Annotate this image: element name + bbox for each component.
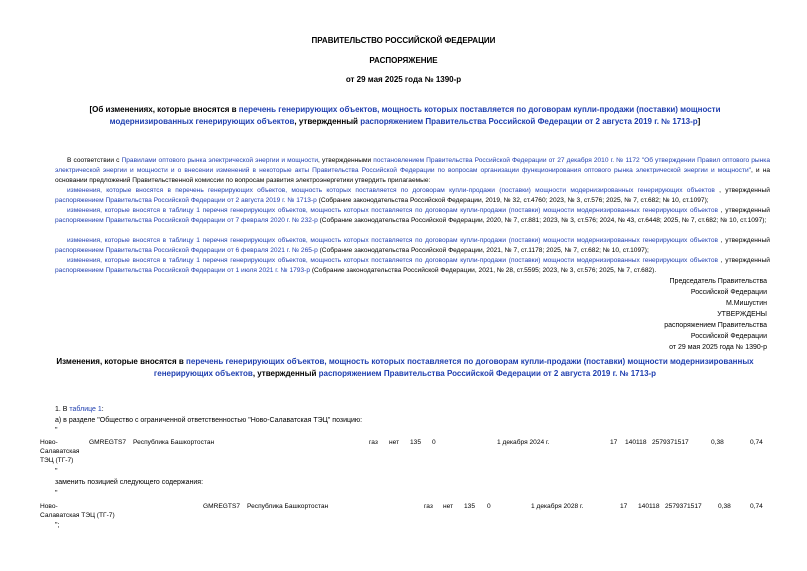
item-1-link-order[interactable]: распоряжением Правительства Российской Федерации от 2 августа 2019 г. № 1713-р (55, 196, 317, 204)
header-doc-type: РАСПОРЯЖЕНИЕ (369, 56, 438, 65)
item-3-link-changes[interactable]: изменения, которые вносятся в таблицу 1 перечня генерирующих объектов, мощность которых поставляется по договорам купли-продажи (поставки) мощности модернизированных генерирующих объектов (67, 237, 719, 244)
old-flag: нет (389, 439, 400, 446)
title-close: ] (697, 117, 701, 126)
old-date: 1 декабря 2024 г. (497, 439, 550, 446)
item-3-source: (Собрание законодательства Российской Федерации, 2021, № 7, ст.1178; 2025, № 7, ст.682; № 10, ст.1097); (317, 246, 649, 254)
old-name-line-3: ТЭЦ (ТГ-7) (40, 457, 74, 464)
signature-block (670, 276, 767, 309)
section-title-text-1: Изменения, которые вносятся в (56, 357, 187, 366)
item-4-link-changes[interactable]: изменения, которые вносятся в таблицу 1 перечня генерирующих объектов, мощность которых поставляется по договорам купли-продажи (поставки) мощности модернизированных генерирующих объектов (67, 257, 719, 264)
point-1-colon: : (101, 406, 104, 413)
new-n2: 2579371517 (665, 503, 702, 510)
old-n2: 2579371517 (652, 439, 689, 446)
new-name-line-1: Ново- (40, 503, 58, 510)
approval-by: распоряжением Правительства (664, 322, 767, 329)
preamble-link-rules[interactable]: Правилами оптового рынка электрической энергии и мощности (121, 157, 319, 164)
table-1-link[interactable]: таблице 1 (69, 406, 102, 413)
title-open: [Об изменениях, которые вносятся в (89, 105, 239, 114)
document-title (60, 104, 750, 128)
approval-label: УТВЕРЖДЕНЫ (717, 311, 767, 318)
old-n1: 140118 (625, 439, 647, 446)
item-4-link-order[interactable]: распоряжением Правительства Российской Федерации от 1 июля 2021 г. № 1793-р (55, 266, 310, 274)
new-n17: 17 (620, 503, 628, 510)
preamble-text-1: В соответствии с (67, 157, 122, 164)
item-3-text: , утвержденный (718, 237, 770, 244)
approval-date: от 29 мая 2025 года № 1390-р (669, 344, 767, 351)
approved-item-1 (55, 186, 770, 206)
preamble-paragraph (55, 156, 770, 186)
body-subpoint-a: а) в разделе "Общество с ограниченной ответственностью "Ново-Салаватская ТЭЦ" позицию: (55, 417, 363, 424)
old-k1: 0,38 (711, 439, 724, 446)
item-1-link-changes[interactable]: изменения, которые вносятся в перечень генерирующих объектов, мощность которых поставляется по договорам купли-продажи (поставки) мощности модернизированных генерирующих объектов (67, 187, 715, 194)
new-code: GMREGTS7 (203, 503, 241, 510)
approved-item-4 (55, 256, 770, 276)
body-point-1 (55, 405, 104, 415)
item-1-text: , утвержденный (714, 187, 770, 194)
new-date: 1 декабря 2028 г. (531, 503, 584, 510)
new-flag: нет (443, 503, 454, 510)
old-power: 135 (410, 439, 422, 446)
item-2-link-changes[interactable]: изменения, которые вносятся в таблицу 1 перечня генерирующих объектов, мощность которых поставляется по договорам купли-продажи (поставки) мощности модернизированных генерирующих объектов (67, 207, 719, 214)
item-2-link-order[interactable]: распоряжением Правительства Российской Федерации от 7 февраля 2020 г. № 232-р (55, 216, 318, 224)
preamble-text-3: , и на основании предложений Правительственной комиссии по вопросам развития электроэнергетики утвердить прилагаемые: (55, 166, 770, 184)
quote-open-2: " (55, 490, 58, 497)
signature-body: Российской Федерации (690, 289, 767, 296)
section-title-text-2: , утвержденный (252, 369, 319, 378)
replace-text: заменить позицией следующего содержания: (55, 479, 204, 486)
new-k1: 0,38 (718, 503, 731, 510)
signature-name: М.Мишустин (725, 300, 767, 307)
new-name-line-2: Салаватская ТЭЦ (ТГ-7) (40, 512, 115, 519)
item-4-source: (Собрание законодательства Российской Федерации, 2021, № 28, ст.5595; 2023, № 3, ст.576; 2025, № 7, ст.682). (310, 266, 657, 274)
signature-position: Председатель Правительства (669, 278, 767, 285)
old-k2: 0,74 (750, 439, 763, 446)
item-2-text: , утвержденный (718, 207, 770, 214)
new-zero: 0 (487, 503, 491, 510)
point-1-text: 1. В (55, 406, 70, 413)
quote-open-1: " (55, 427, 58, 434)
title-link-order[interactable]: распоряжением Правительства Российской Федерации от 2 августа 2019 г. № 1713-р (360, 117, 698, 126)
approved-item-2 (55, 206, 770, 226)
section-title-link-list[interactable]: перечень генерирующих объектов, мощность которых поставляется по договорам купли-продажи (поставки) мощности модернизированных генерирующих объектов (153, 357, 754, 378)
approval-block (664, 309, 767, 353)
old-region: Республика Башкортостан (133, 439, 215, 446)
new-region: Республика Башкортостан (247, 503, 329, 510)
old-zero: 0 (432, 439, 436, 446)
new-k2: 0,74 (750, 503, 763, 510)
approved-item-3 (55, 236, 770, 256)
title-link-list[interactable]: перечень генерирующих объектов, мощность которых поставляется по договорам купли-продажи (поставки) мощности модернизированных генерирующих объектов (109, 105, 721, 126)
new-fuel: газ (424, 503, 433, 510)
old-fuel: газ (369, 439, 378, 446)
title-mid: , утвержденный (294, 117, 361, 126)
item-2-source: (Собрание законодательства Российской Федерации, 2020, № 7, ст.881; 2023, № 3, ст.576; 2024, № 43, ст.6448; 2025, № 7, ст.682; № 10, ст.1097); (317, 216, 767, 224)
end-quote: "; (55, 522, 60, 529)
old-name-line-2: Салаватская (40, 448, 80, 455)
item-3-link-order[interactable]: распоряжением Правительства Российской Федерации от 6 февраля 2021 г. № 265-р (55, 246, 318, 254)
new-power: 135 (464, 503, 476, 510)
item-4-text: , утвержденный (718, 257, 770, 264)
preamble-link-decree[interactable]: постановлением Правительства Российской Федерации от 27 декабря 2010 г. № 1172 "Об утверждении Правил оптового рынка электрической энергии и мощности и о внесении изменений в некоторые акты Правительства Российской Федерации по вопросам организации функционирования оптового рынка электрической энергии и мощности" (55, 157, 770, 174)
new-n1: 140118 (638, 503, 660, 510)
old-n17: 17 (610, 439, 618, 446)
quote-close-1: " (55, 468, 58, 475)
header-org: ПРАВИТЕЛЬСТВО РОССИЙСКОЙ ФЕДЕРАЦИИ (311, 36, 496, 45)
header-date-number: от 29 мая 2025 года № 1390-р (345, 75, 462, 84)
old-name-line-1: Ново- (40, 439, 58, 446)
section-title (50, 356, 760, 380)
old-code: GMREGTS7 (89, 439, 127, 446)
approval-body: Российской Федерации (690, 333, 767, 340)
section-title-link-order[interactable]: распоряжением Правительства Российской Федерации от 2 августа 2019 г. № 1713-р (318, 369, 657, 378)
item-1-source: (Собрание законодательства Российской Федерации, 2019, № 32, ст.4760; 2023, № 3, ст.576; 2025, № 7, ст.682; № 10, ст.1097); (316, 196, 709, 204)
preamble-text-2: , утвержденными (318, 157, 374, 164)
